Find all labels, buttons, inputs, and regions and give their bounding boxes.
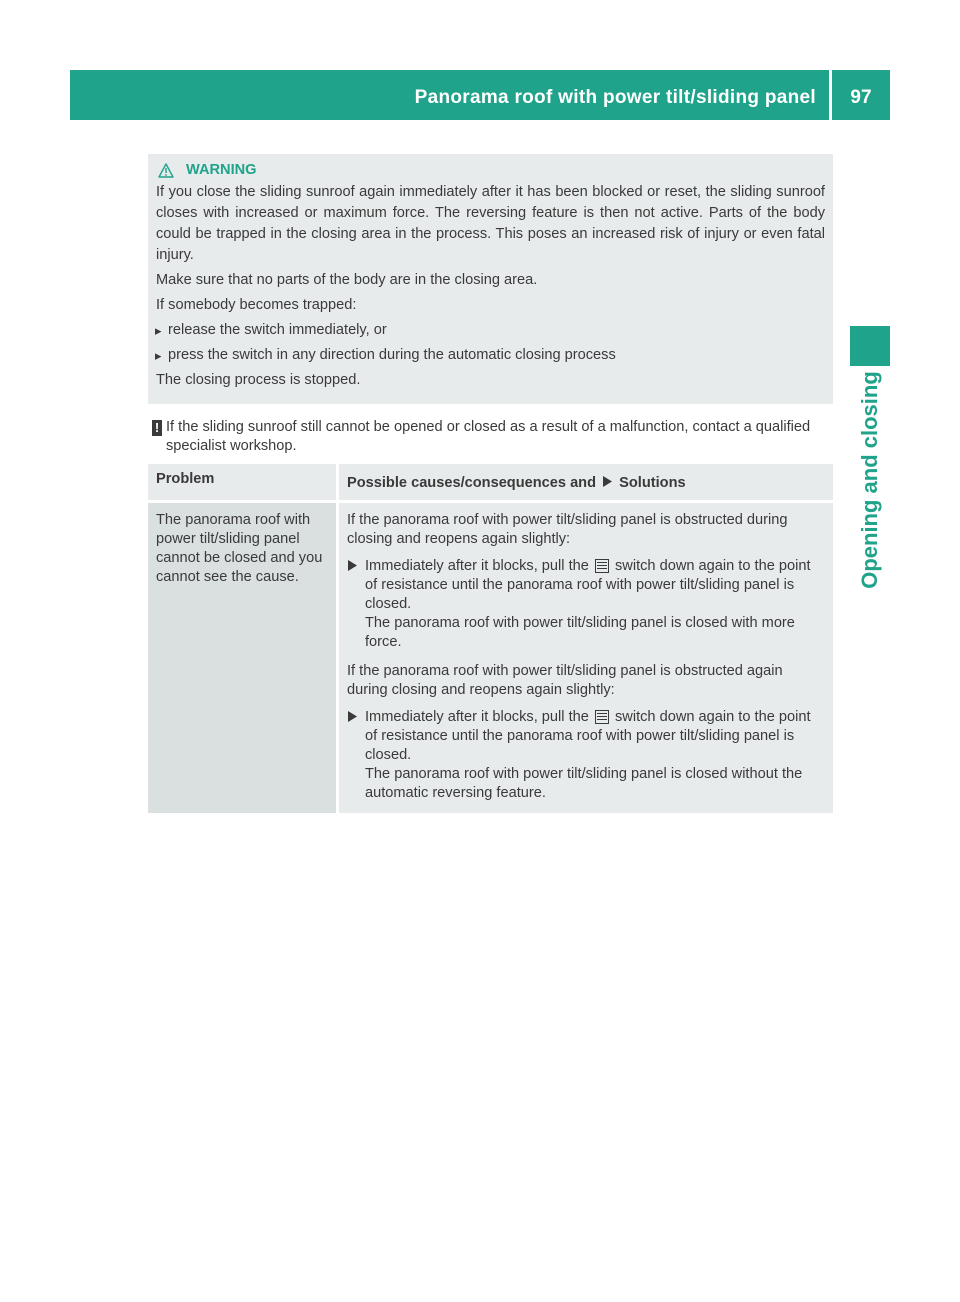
step-text-start: Immediately after it blocks, pull the bbox=[365, 558, 589, 574]
step-result: The panorama roof with power tilt/sliding panel is closed with more force. bbox=[365, 615, 795, 650]
step-result: The panorama roof with power tilt/sliding panel is closed without the automatic reversing feature. bbox=[365, 766, 803, 801]
section-title: Panorama roof with power tilt/sliding panel bbox=[414, 87, 816, 108]
solution-step bbox=[347, 708, 825, 803]
table-header-row bbox=[148, 464, 833, 502]
warning-closing: The closing process is stopped. bbox=[156, 372, 361, 388]
warning-heading bbox=[156, 158, 825, 182]
arrow-right-icon bbox=[602, 475, 613, 488]
column-header-solutions-label: Solutions bbox=[619, 475, 686, 491]
solution-cell bbox=[338, 502, 834, 814]
table-row bbox=[148, 502, 833, 814]
arrow-right-icon bbox=[347, 710, 358, 723]
warning-paragraph: If somebody becomes trapped: bbox=[156, 297, 357, 313]
column-header-causes: Possible causes/consequences and bbox=[347, 475, 597, 491]
step-text-end: switch down again to the point of resistance until the panorama roof with power tilt/sliding panel is closed. bbox=[365, 558, 811, 612]
solution-step bbox=[347, 557, 825, 652]
warning-bullet: ▸ release the switch immediately, or bbox=[156, 320, 825, 341]
notice-text: If the sliding sunroof still cannot be opened or closed as a result of a malfunction, contact a qualified specialist workshop. bbox=[166, 419, 811, 454]
warning-box bbox=[148, 154, 833, 404]
exclamation-icon: ! bbox=[152, 420, 162, 436]
warning-triangle-icon bbox=[158, 163, 174, 178]
column-header-problem: Problem bbox=[148, 464, 338, 502]
notice bbox=[148, 418, 833, 456]
chapter-label: Opening and closing bbox=[857, 371, 882, 589]
page-header bbox=[70, 70, 890, 120]
warning-heading-text: WARNING bbox=[186, 161, 257, 178]
problem-cell: The panorama roof with power tilt/sliding panel cannot be closed and you cannot see the cause. bbox=[148, 502, 338, 814]
roof-switch-icon bbox=[595, 559, 609, 573]
condition-text: If the panorama roof with power tilt/sliding panel is obstructed during closing and reopens again slightly: bbox=[347, 512, 788, 547]
page-number: 97 bbox=[850, 87, 872, 108]
column-header-solutions bbox=[338, 464, 834, 502]
troubleshooting-table bbox=[148, 464, 833, 813]
warning-bullet: ▸ press the switch in any direction during the automatic closing process bbox=[156, 345, 825, 366]
condition-text: If the panorama roof with power tilt/sliding panel is obstructed again during closing and reopens again slightly: bbox=[347, 663, 783, 698]
warning-paragraph: If you close the sliding sunroof again immediately after it has been blocked or reset, the sliding sunroof closes with increased or maximum force. The reversing feature is then not active. Parts of the body could be trapped in the closing area in the process. This poses an increased risk of injury or even fatal injury. bbox=[156, 184, 825, 263]
roof-switch-icon bbox=[595, 710, 609, 724]
warning-paragraph: Make sure that no parts of the body are in the closing area. bbox=[156, 272, 538, 288]
step-text-start: Immediately after it blocks, pull the bbox=[365, 709, 589, 725]
arrow-right-icon bbox=[347, 559, 358, 572]
step-text-end: switch down again to the point of resistance until the panorama roof with power tilt/sliding panel is closed. bbox=[365, 709, 811, 763]
